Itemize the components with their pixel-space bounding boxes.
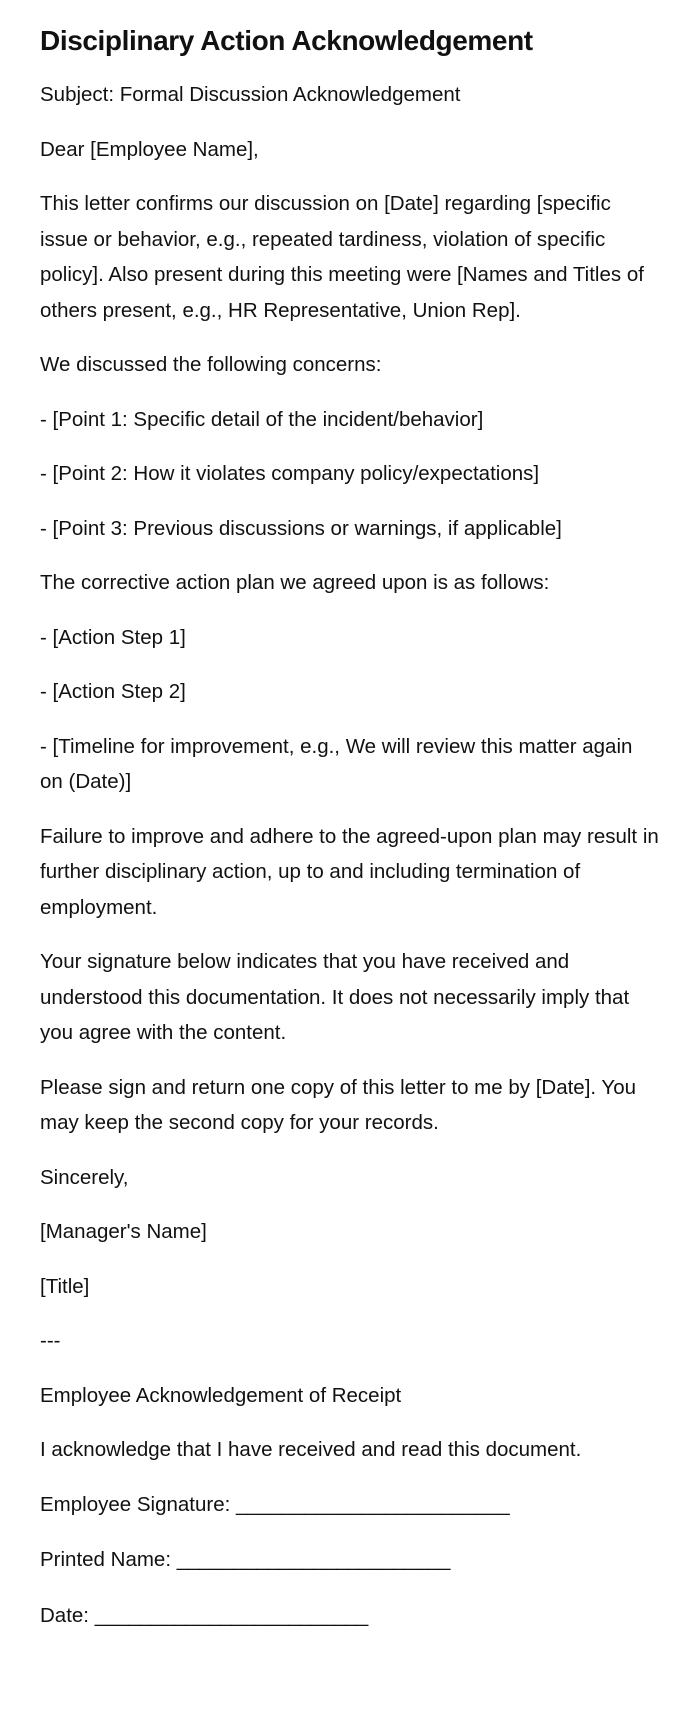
intro-paragraph: This letter confirms our discussion on [Date] regarding [specific issue or behavior, e.g., repeated tardiness, violation of specific policy]. Also present during this meeting were [Names and Titles of others present, e.g., HR Representative, Union Rep]. [40, 192, 644, 322]
plan-item-1: - [Action Step 1] [40, 625, 186, 649]
concerns-heading: We discussed the following concerns: [40, 353, 382, 376]
plan-heading: The corrective action plan we agreed upon is as follows: [40, 571, 550, 594]
plan-item-2: - [Action Step 2] [40, 680, 186, 703]
date-line: Date: ________________________ [40, 1603, 369, 1627]
printed-name-line: Printed Name: ________________________ [40, 1548, 451, 1571]
manager-name: [Manager's Name] [40, 1220, 207, 1243]
manager-title: [Title] [40, 1274, 90, 1298]
concern-item-1: - [Point 1: Specific detail of the incident/behavior] [40, 407, 484, 431]
document-title: Disciplinary Action Acknowledgement [40, 25, 533, 56]
plan-item-3: - [Timeline for improvement, e.g., We will review this matter again on (Date)] [40, 734, 633, 793]
concern-item-2: - [Point 2: How it violates company policy/expectations] [40, 462, 540, 485]
acknowledgement-statement: I acknowledge that I have received and read this document. [40, 1438, 582, 1461]
acknowledgement-heading: Employee Acknowledgement of Receipt [40, 1383, 402, 1407]
section-separator: --- [40, 1329, 61, 1352]
employee-signature-line: Employee Signature: ________________________ [40, 1492, 510, 1516]
salutation: Dear [Employee Name], [40, 137, 259, 161]
signature-note-paragraph: Your signature below indicates that you have received and understood this documentation. It does not necessarily imply that you agree with the content. [40, 950, 630, 1044]
subject-line: Subject: Formal Discussion Acknowledgement [40, 83, 461, 106]
consequence-paragraph: Failure to improve and adhere to the agreed-upon plan may result in further disciplinary action, up to and including termination of employment. [40, 824, 659, 919]
closing: Sincerely, [40, 1165, 129, 1189]
concern-item-3: - [Point 3: Previous discussions or warnings, if applicable] [40, 516, 562, 540]
return-instruction-paragraph: Please sign and return one copy of this letter to me by [Date]. You may keep the second copy for your records. [40, 1075, 637, 1134]
